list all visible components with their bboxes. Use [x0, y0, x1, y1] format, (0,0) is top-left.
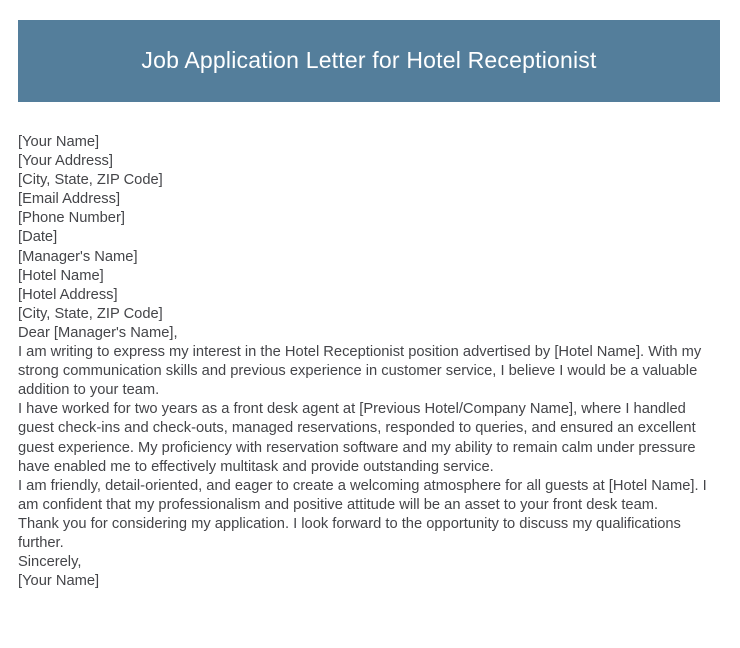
letter-paragraph: I am friendly, detail-oriented, and eager to create a welcoming atmosphere for all guests at [Hotel Name]. I am confident that my professionalism and positive attitude will be an asset to your front desk team. [18, 477, 711, 513]
letter-line: [Hotel Address] [18, 286, 118, 303]
letter-paragraph: Thank you for considering my application. I look forward to the opportunity to discuss my qualifications further. [18, 515, 685, 551]
letter-body [18, 133, 712, 591]
letter-line: [Manager's Name] [18, 248, 138, 265]
letter-line: [City, State, ZIP Code] [18, 172, 163, 189]
letter-line: [Date] [18, 229, 58, 246]
letter-paragraph: I am writing to express my interest in the Hotel Receptionist position advertised by [Hotel Name]. With my strong communication skills and previous experience in customer service, I believe I would be a valuable addition to your team. [18, 344, 706, 399]
letter-line: [Your Name] [18, 134, 100, 150]
letter-line: [Email Address] [18, 191, 121, 208]
letter-line: [Phone Number] [18, 210, 125, 227]
letter-paragraph: I have worked for two years as a front desk agent at [Previous Hotel/Company Name], where I handled guest check-ins and check-outs, managed reservations, responded to queries, and ensured an excellent guest experience. My proficiency with reservation software and my ability to remain calm under pressure have enabled me to effectively multitask and provide outstanding service. [18, 401, 700, 475]
letter-signature: [Your Name] [18, 573, 100, 590]
letter-line: [City, State, ZIP Code] [18, 305, 163, 322]
page-title: Job Application Letter for Hotel Receptionist [141, 47, 597, 74]
letter-closing: Sincerely, [18, 554, 82, 571]
letter-line: [Hotel Name] [18, 267, 104, 284]
letter-line: [Your Address] [18, 153, 113, 170]
letter-salutation: Dear [Manager's Name], [18, 324, 178, 341]
document-header-banner [18, 20, 720, 102]
